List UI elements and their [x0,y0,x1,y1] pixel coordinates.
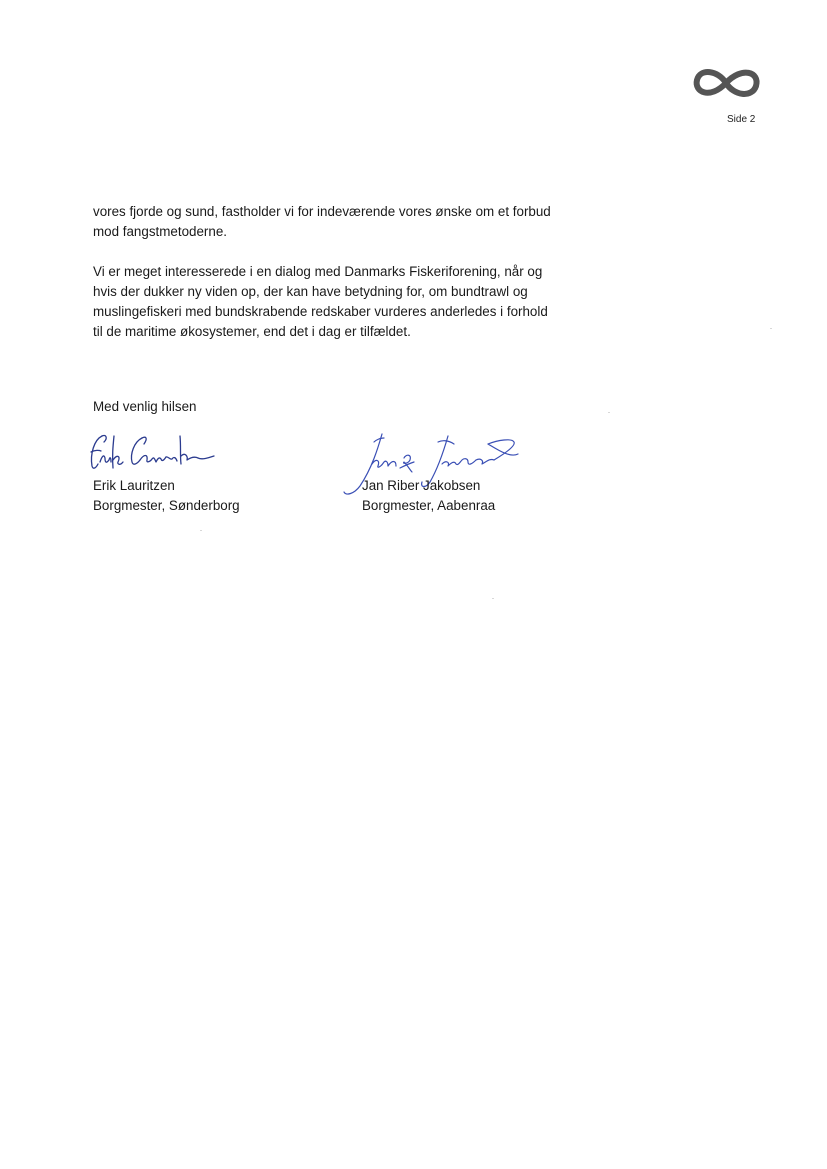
text-line: mod fangstmetoderne. [93,224,227,239]
scan-speck [770,328,772,329]
infinity-logo-icon [690,62,762,104]
paragraph-2 [93,262,593,342]
signatory-name: Jan Riber Jakobsen [362,478,481,493]
page-number: Side 2 [727,114,756,125]
signatory-title: Borgmester, Aabenraa [362,498,496,513]
scan-speck [492,598,494,599]
signatory-block-right [362,476,495,516]
closing-greeting: Med venlig hilsen [93,399,197,414]
scan-speck [608,412,610,413]
signatory-title: Borgmester, Sønderborg [93,498,240,513]
signature-erik-lauritzen [84,426,224,478]
text-line: hvis der dukker ny viden op, der kan have betydning for, om bundtrawl og [93,284,528,299]
text-line: vores fjorde og sund, fastholder vi for indeværende vores ønske om et forbud [93,204,551,219]
letter-body [93,202,593,342]
text-line: muslingefiskeri med bundskrabende redskaber vurderes anderledes i forhold [93,304,548,319]
scan-speck [200,530,202,531]
signatory-block-left [93,476,240,516]
text-line: til de maritime økosystemer, end det i dag er tilfældet. [93,324,411,339]
signatory-name: Erik Lauritzen [93,478,175,493]
paragraph-1 [93,202,593,242]
text-line: Vi er meget interesserede i en dialog med Danmarks Fiskeriforening, når og [93,264,543,279]
